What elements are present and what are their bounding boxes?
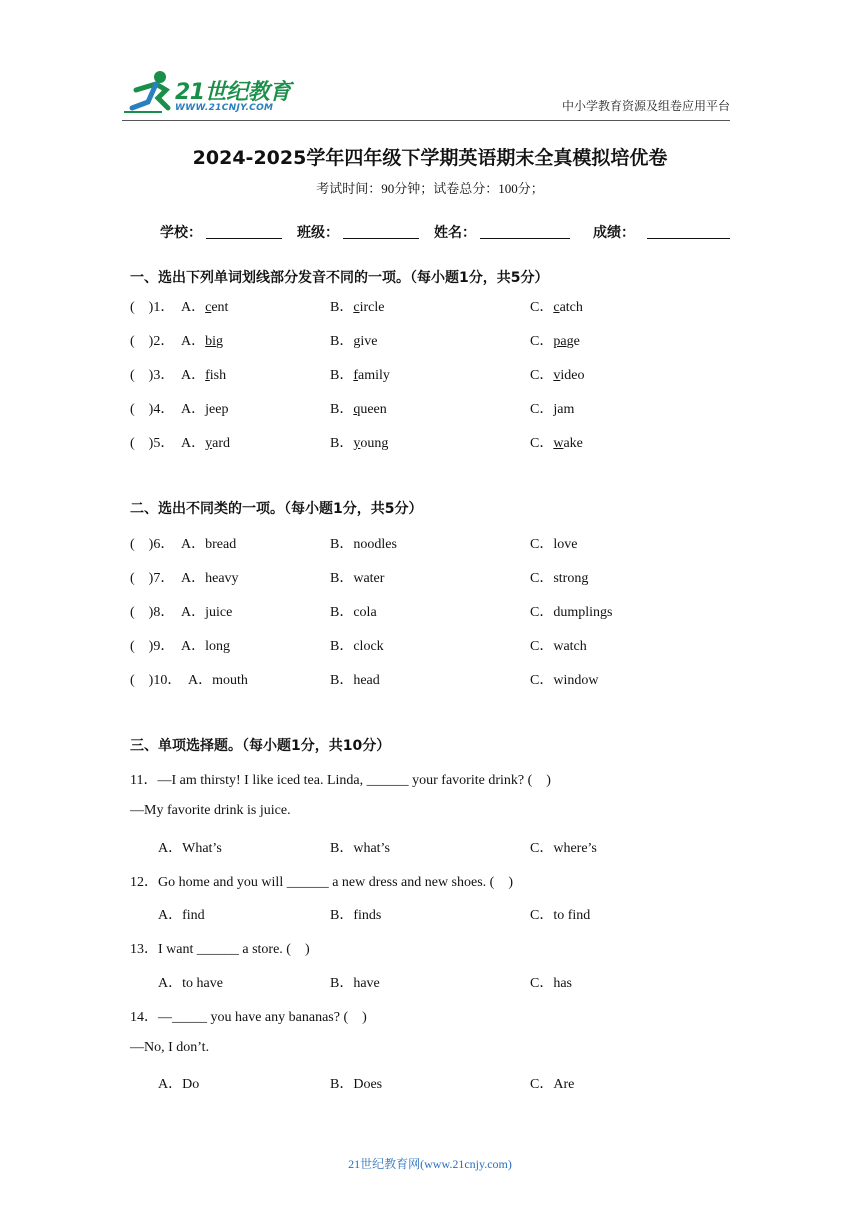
footer-link[interactable]: 21世纪教育网(www.21cnjy.com)	[348, 1157, 512, 1171]
question-11-text: 11．—I am thirsty! I like iced tea. Linda, ______ your favorite drink? ( )	[130, 773, 551, 788]
exam-info: 考试时间：90分钟；试卷总分：100分；	[316, 181, 544, 196]
class-label: 班级：	[297, 225, 339, 241]
question-stem	[0, 938, 860, 958]
question-13-text: 13．I want ______ a store. ( )	[130, 942, 310, 957]
question-row	[0, 432, 860, 452]
option-c: C．watch	[530, 639, 587, 654]
option-a: A．yard	[181, 436, 231, 451]
section-2-heading: 二、选出不同类的一项。（每小题1分，共5分）	[130, 501, 423, 517]
class-blank[interactable]	[343, 238, 419, 239]
name-blank[interactable]	[480, 238, 570, 239]
question-14-text: 14．—_____ you have any bananas? ( )	[130, 1010, 367, 1025]
runner-logo-icon	[122, 68, 182, 116]
question-row	[0, 601, 860, 621]
platform-name: 中小学教育资源及组卷应用平台	[561, 99, 730, 113]
question-dialogue	[0, 803, 860, 823]
score-blank[interactable]	[647, 238, 730, 239]
question-row	[0, 330, 860, 350]
option-b: B．noodles	[330, 537, 397, 552]
question-number: ( )10．	[130, 673, 182, 688]
option-a: A．fish	[181, 368, 227, 383]
option-c: C．to find	[530, 908, 591, 923]
question-number: ( )9．	[130, 639, 175, 654]
question-dialogue	[0, 1040, 860, 1060]
question-number: ( )2．	[130, 334, 175, 349]
option-b: B．water	[330, 571, 385, 586]
option-c: C．wake	[530, 436, 583, 451]
option-b: B．give	[330, 334, 378, 349]
question-number: ( )5．	[130, 436, 175, 451]
options-row	[0, 904, 860, 924]
question-number: ( )8．	[130, 605, 175, 620]
option-a: A．long	[181, 639, 230, 654]
question-stem	[0, 1006, 860, 1026]
option-b: B．finds	[330, 908, 382, 923]
option-c: C．video	[530, 368, 585, 383]
option-b: B．what’s	[330, 841, 390, 856]
option-c: C．jam	[530, 402, 575, 417]
question-11-answer: —My favorite drink is juice.	[130, 803, 291, 818]
option-a: A．heavy	[181, 571, 239, 586]
question-12-text: 12．Go home and you will ______ a new dress and new shoes. ( )	[130, 875, 513, 890]
question-row	[0, 364, 860, 384]
question-number: ( )4．	[130, 402, 175, 417]
options-row	[0, 837, 860, 857]
option-b: B．head	[330, 673, 380, 688]
option-c: C．where’s	[530, 841, 597, 856]
question-number: ( )1．	[130, 300, 175, 315]
option-a: A．mouth	[188, 673, 248, 688]
option-b: B．young	[330, 436, 389, 451]
question-row	[0, 533, 860, 553]
score-label: 成绩：	[593, 225, 635, 241]
option-a: A．cent	[181, 300, 229, 315]
question-number: ( )3．	[130, 368, 175, 383]
question-stem	[0, 871, 860, 891]
option-c: C．love	[530, 537, 578, 552]
question-number: ( )6．	[130, 537, 175, 552]
question-row	[0, 669, 860, 689]
option-a: A．find	[158, 908, 205, 923]
option-a: A．jeep	[181, 402, 229, 417]
options-row	[0, 972, 860, 992]
option-b: B．queen	[330, 402, 387, 417]
question-row	[0, 296, 860, 316]
option-c: C．page	[530, 334, 580, 349]
option-a: A．to have	[158, 976, 223, 991]
name-label: 姓名：	[434, 225, 476, 241]
option-b: B．have	[330, 976, 380, 991]
option-b: B．cola	[330, 605, 377, 620]
options-row	[0, 1073, 860, 1093]
question-number: ( )7．	[130, 571, 175, 586]
question-row	[0, 398, 860, 418]
option-b: B．clock	[330, 639, 384, 654]
option-c: C．window	[530, 673, 599, 688]
question-row	[0, 567, 860, 587]
school-label: 学校：	[160, 225, 202, 241]
option-c: C．strong	[530, 571, 589, 586]
question-stem	[0, 769, 860, 789]
option-c: C．dumplings	[530, 605, 613, 620]
section-3-heading: 三、单项选择题。（每小题1分，共10分）	[130, 738, 391, 754]
logo-text: 21世纪教育	[175, 80, 291, 105]
option-b: B．Does	[330, 1077, 383, 1092]
question-row	[0, 635, 860, 655]
option-c: C．has	[530, 976, 572, 991]
section-1-heading: 一、选出下列单词划线部分发音不同的一项。（每小题1分，共5分）	[130, 270, 549, 286]
header-divider	[122, 120, 730, 121]
question-14-answer: —No, I don’t.	[130, 1040, 210, 1055]
option-a: A．juice	[181, 605, 233, 620]
option-a: A．bread	[181, 537, 237, 552]
option-c: C．Are	[530, 1077, 575, 1092]
school-blank[interactable]	[206, 238, 282, 239]
option-a: A．big	[181, 334, 224, 349]
option-c: C．catch	[530, 300, 583, 315]
option-b: B．family	[330, 368, 390, 383]
page-title: 2024-2025学年四年级下学期英语期末全真模拟培优卷	[192, 147, 668, 169]
option-a: A．What’s	[158, 841, 222, 856]
logo-url: WWW.21CNJY.COM	[175, 103, 274, 113]
option-a: A．Do	[158, 1077, 200, 1092]
option-b: B．circle	[330, 300, 385, 315]
